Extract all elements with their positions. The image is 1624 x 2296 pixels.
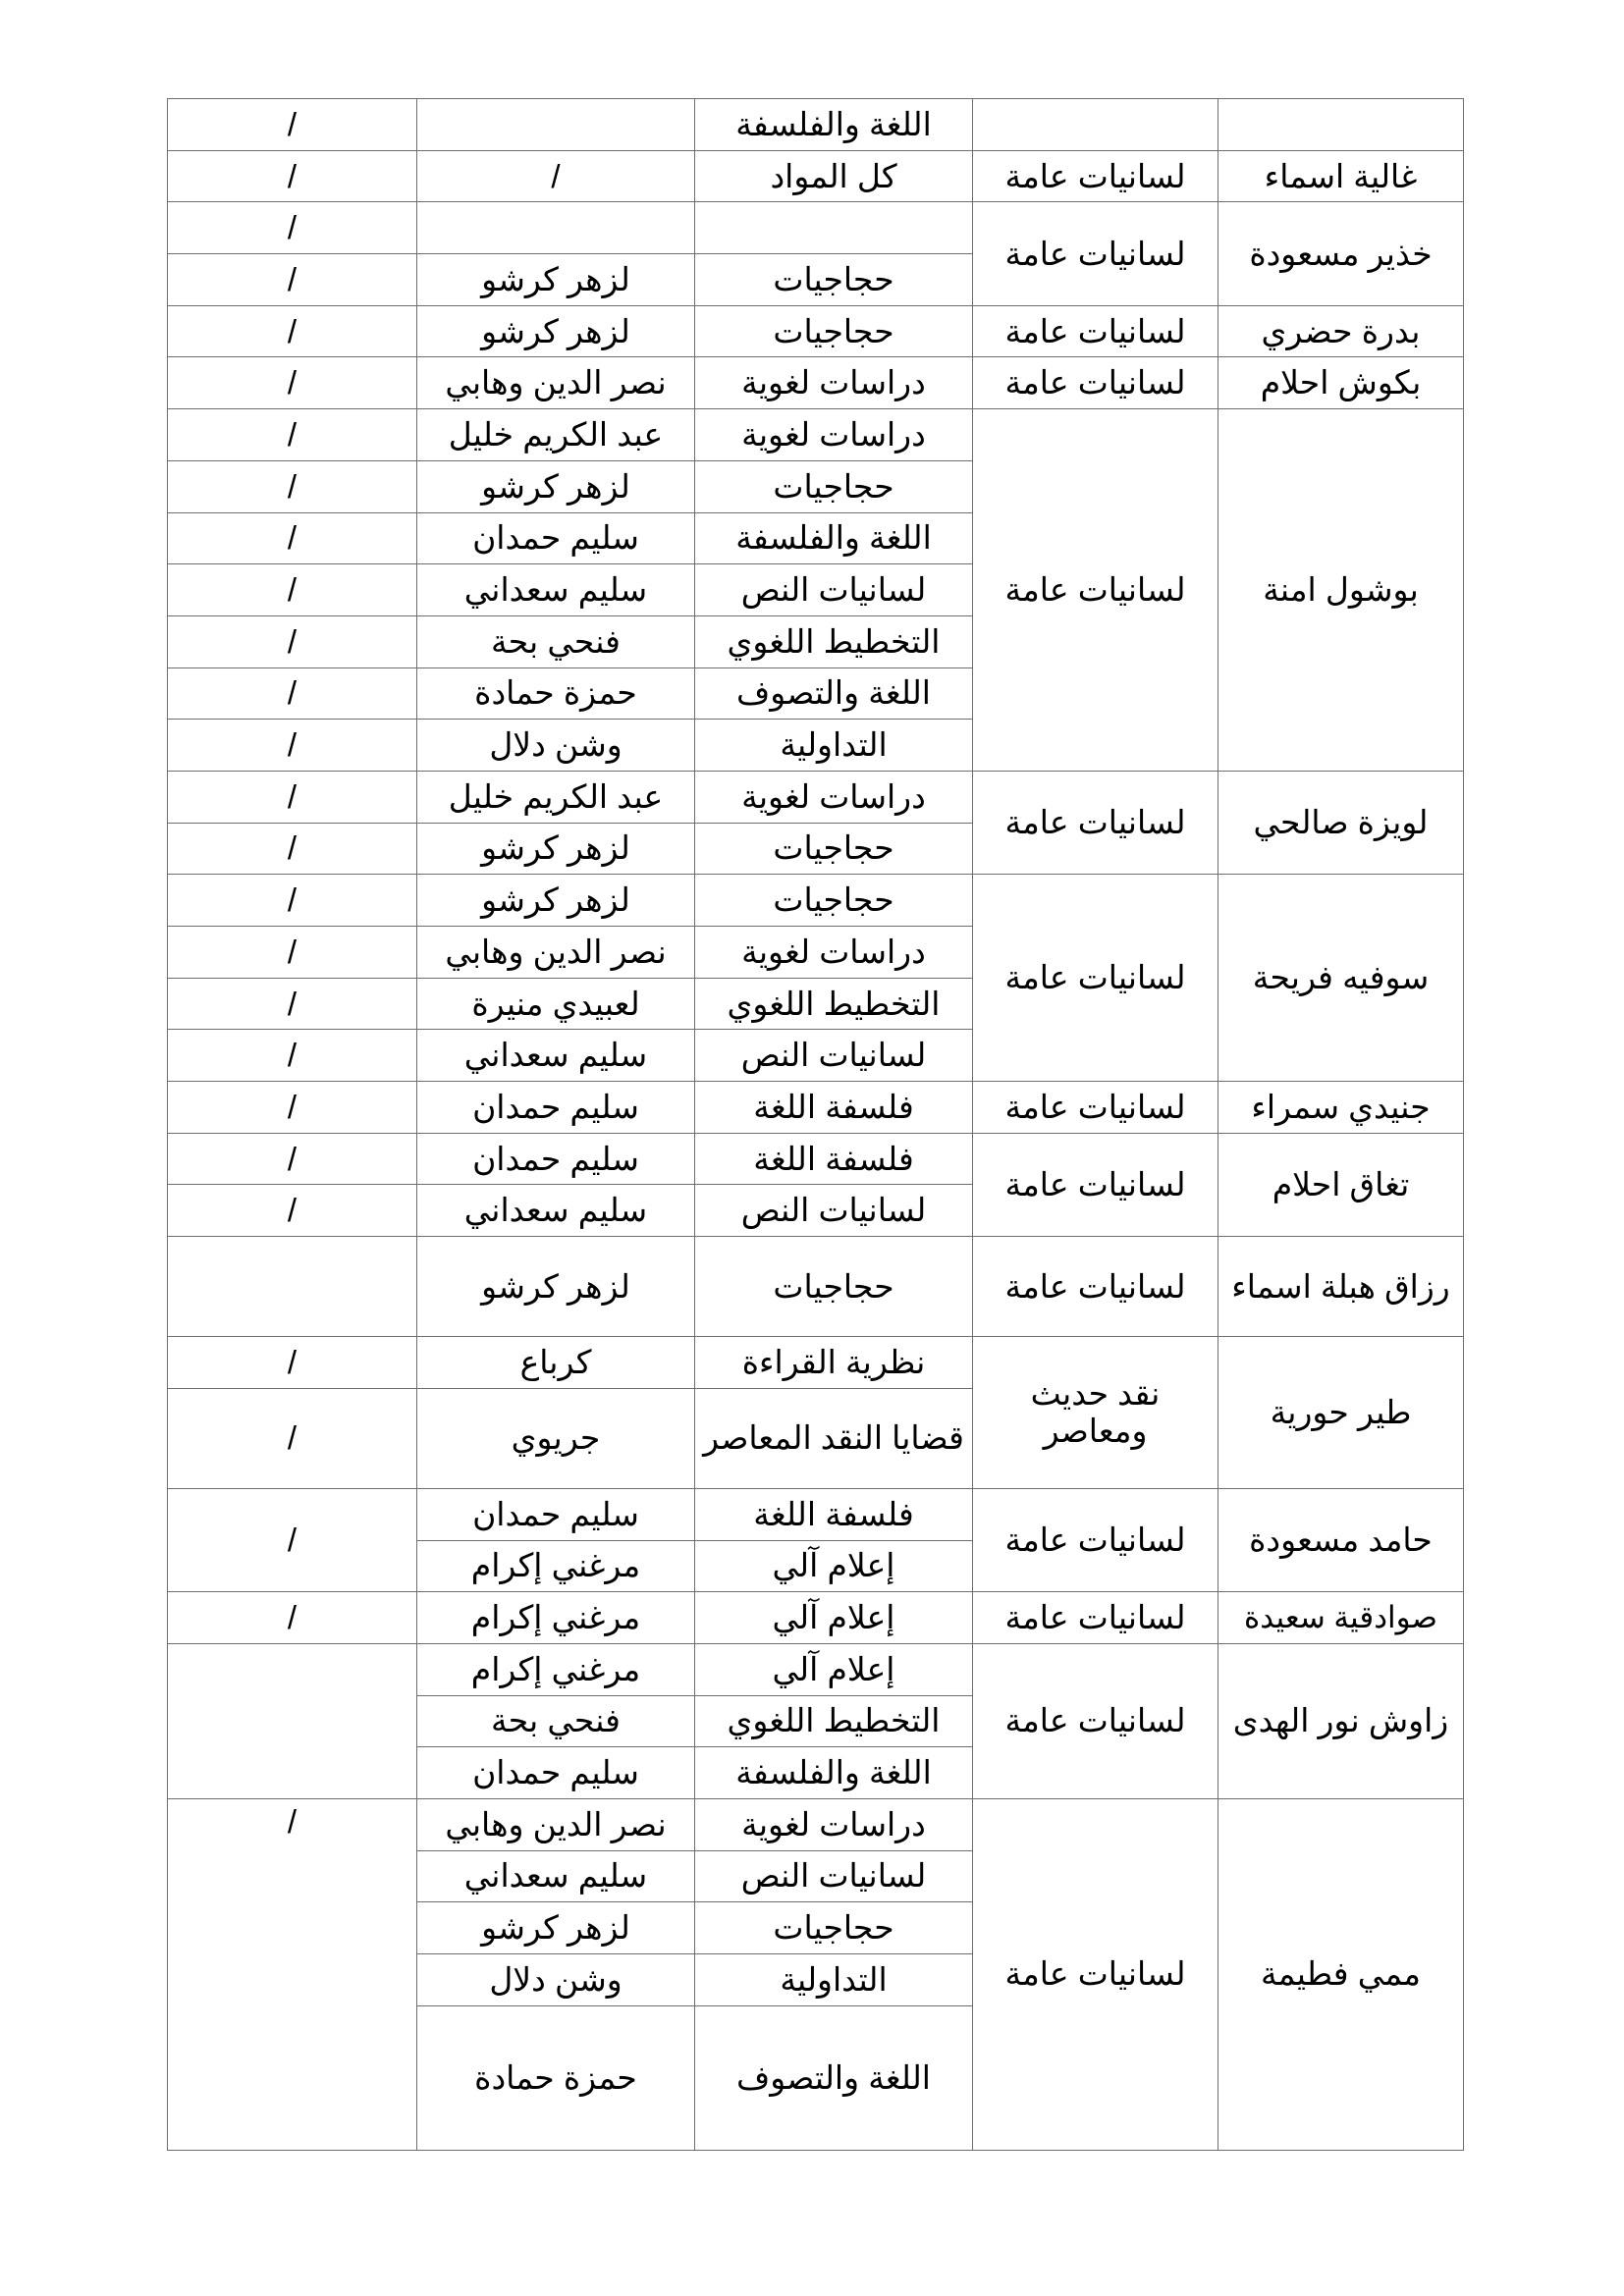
specialty-cell: لسانيات عامة <box>973 409 1218 772</box>
mark-cell: / <box>168 667 417 720</box>
mark-cell: / <box>168 1133 417 1185</box>
teacher-cell: لزهر كرشو <box>417 305 695 357</box>
student-name: جنيدي سمراء <box>1218 1082 1464 1134</box>
student-name: ممي فطيمة <box>1218 1798 1464 2150</box>
mark-cell: / <box>168 1337 417 1389</box>
subject-cell: إعلام آلي <box>695 1592 973 1644</box>
student-name: بدرة حضري <box>1218 305 1464 357</box>
teacher-cell: كرباع <box>417 1337 695 1389</box>
mark-cell: / <box>168 720 417 772</box>
mark-cell: / <box>168 512 417 564</box>
mark-cell: / <box>168 823 417 875</box>
table-row <box>168 305 1464 357</box>
mark-cell: / <box>168 771 417 823</box>
teacher-cell: / <box>417 150 695 202</box>
mark-cell: / <box>168 460 417 512</box>
student-name: تغاق احلام <box>1218 1133 1464 1236</box>
subject-cell: التداولية <box>695 720 973 772</box>
table-row <box>168 150 1464 202</box>
table-row <box>168 1592 1464 1644</box>
student-name: لويزة صالحي <box>1218 771 1464 874</box>
specialty-cell <box>973 99 1218 151</box>
specialty-cell: لسانيات عامة <box>973 1592 1218 1644</box>
subject-cell: نظرية القراءة <box>695 1337 973 1389</box>
subject-cell: فلسفة اللغة <box>695 1488 973 1540</box>
student-name: صوادقية سعيدة <box>1218 1592 1464 1644</box>
teacher-cell <box>417 202 695 254</box>
subject-cell: اللغة والفلسفة <box>695 512 973 564</box>
table-row <box>168 1643 1464 1695</box>
subject-cell: دراسات لغوية <box>695 771 973 823</box>
teacher-cell: سليم سعداني <box>417 1850 695 1902</box>
table-row <box>168 771 1464 823</box>
student-name: طير حورية <box>1218 1337 1464 1489</box>
mark-cell: / <box>168 875 417 927</box>
mark-cell: / <box>168 1185 417 1237</box>
teacher-cell: مرغني إكرام <box>417 1592 695 1644</box>
teacher-cell: فنحي بحة <box>417 1695 695 1747</box>
teacher-cell: وشن دلال <box>417 1954 695 2006</box>
student-name: خذير مسعودة <box>1218 202 1464 305</box>
teacher-cell: فنحي بحة <box>417 615 695 667</box>
table-row <box>168 1237 1464 1337</box>
mark-cell: / <box>168 254 417 306</box>
teacher-cell: نصر الدين وهابي <box>417 927 695 979</box>
students-table <box>167 98 1464 2151</box>
table-row <box>168 1082 1464 1134</box>
mark-cell <box>168 1643 417 1798</box>
teacher-cell: سليم سعداني <box>417 1030 695 1082</box>
specialty-cell: لسانيات عامة <box>973 1488 1218 1591</box>
mark-cell: / <box>168 1592 417 1644</box>
student-name: حامد مسعودة <box>1218 1488 1464 1591</box>
mark-cell: / <box>168 305 417 357</box>
subject-cell: حجاجيات <box>695 460 973 512</box>
specialty-cell: لسانيات عامة <box>973 202 1218 305</box>
teacher-cell: مرغني إكرام <box>417 1540 695 1592</box>
subject-cell: حجاجيات <box>695 1237 973 1337</box>
table-row <box>168 1337 1464 1389</box>
subject-cell: لسانيات النص <box>695 1850 973 1902</box>
mark-cell: / <box>168 409 417 461</box>
mark-cell: / <box>168 564 417 616</box>
subject-cell: قضايا النقد المعاصر <box>695 1388 973 1488</box>
teacher-cell <box>417 99 695 151</box>
mark-cell: / <box>168 150 417 202</box>
subject-cell: حجاجيات <box>695 1902 973 1954</box>
teacher-cell: لزهر كرشو <box>417 254 695 306</box>
subject-cell: إعلام آلي <box>695 1643 973 1695</box>
specialty-cell: لسانيات عامة <box>973 771 1218 874</box>
teacher-cell: عبد الكريم خليل <box>417 409 695 461</box>
mark-cell: / <box>168 357 417 409</box>
teacher-cell: حمزة حمادة <box>417 2005 695 2150</box>
table-row <box>168 875 1464 927</box>
mark-cell: / <box>168 99 417 151</box>
student-name <box>1218 99 1464 151</box>
teacher-cell: لعبيدي منيرة <box>417 978 695 1030</box>
mark-cell: / <box>168 1388 417 1488</box>
student-name: زاوش نور الهدى <box>1218 1643 1464 1798</box>
subject-cell: إعلام آلي <box>695 1540 973 1592</box>
table-row <box>168 202 1464 254</box>
teacher-cell: سليم حمدان <box>417 1082 695 1134</box>
teacher-cell: سليم سعداني <box>417 564 695 616</box>
mark-cell: / <box>168 978 417 1030</box>
subject-cell: التخطيط اللغوي <box>695 615 973 667</box>
student-name: بكوش احلام <box>1218 357 1464 409</box>
subject-cell: دراسات لغوية <box>695 357 973 409</box>
specialty-cell: لسانيات عامة <box>973 150 1218 202</box>
mark-cell: / <box>168 1082 417 1134</box>
teacher-cell: وشن دلال <box>417 720 695 772</box>
subject-cell: اللغة والفلسفة <box>695 1747 973 1799</box>
subject-cell: كل المواد <box>695 150 973 202</box>
table-row <box>168 1798 1464 1850</box>
mark-cell: / <box>168 615 417 667</box>
subject-cell: فلسفة اللغة <box>695 1133 973 1185</box>
table-row <box>168 1133 1464 1185</box>
teacher-cell: لزهر كرشو <box>417 1237 695 1337</box>
teacher-cell: سليم حمدان <box>417 512 695 564</box>
subject-cell: دراسات لغوية <box>695 409 973 461</box>
subject-cell: حجاجيات <box>695 305 973 357</box>
teacher-cell: نصر الدين وهابي <box>417 357 695 409</box>
student-name: رزاق هبلة اسماء <box>1218 1237 1464 1337</box>
specialty-cell: لسانيات عامة <box>973 1798 1218 2150</box>
subject-cell: اللغة والفلسفة <box>695 99 973 151</box>
mark-cell: / <box>168 927 417 979</box>
student-name: غالية اسماء <box>1218 150 1464 202</box>
teacher-cell: مرغني إكرام <box>417 1643 695 1695</box>
student-name: سوفيه فريحة <box>1218 875 1464 1082</box>
teacher-cell: لزهر كرشو <box>417 460 695 512</box>
specialty-cell: لسانيات عامة <box>973 1237 1218 1337</box>
subject-cell: دراسات لغوية <box>695 927 973 979</box>
subject-cell: اللغة والتصوف <box>695 2005 973 2150</box>
teacher-cell: سليم حمدان <box>417 1133 695 1185</box>
teacher-cell: نصر الدين وهابي <box>417 1798 695 1850</box>
table-row <box>168 1488 1464 1540</box>
subject-cell: التخطيط اللغوي <box>695 1695 973 1747</box>
mark-cell: / <box>168 202 417 254</box>
subject-cell: اللغة والتصوف <box>695 667 973 720</box>
subject-cell: لسانيات النص <box>695 1030 973 1082</box>
mark-cell: / <box>168 1488 417 1591</box>
teacher-cell: لزهر كرشو <box>417 823 695 875</box>
mark-cell: / <box>168 1798 417 2150</box>
teacher-cell: لزهر كرشو <box>417 1902 695 1954</box>
subject-cell <box>695 202 973 254</box>
specialty-cell: لسانيات عامة <box>973 1643 1218 1798</box>
subject-cell: التداولية <box>695 1954 973 2006</box>
teacher-cell: جريوي <box>417 1388 695 1488</box>
table-row <box>168 357 1464 409</box>
subject-cell: لسانيات النص <box>695 564 973 616</box>
teacher-cell: سليم سعداني <box>417 1185 695 1237</box>
specialty-cell: لسانيات عامة <box>973 1082 1218 1134</box>
table-row <box>168 99 1464 151</box>
subject-cell: التخطيط اللغوي <box>695 978 973 1030</box>
specialty-cell: لسانيات عامة <box>973 875 1218 1082</box>
teacher-cell: حمزة حمادة <box>417 667 695 720</box>
mark-cell <box>168 1237 417 1337</box>
subject-cell: حجاجيات <box>695 823 973 875</box>
subject-cell: فلسفة اللغة <box>695 1082 973 1134</box>
subject-cell: لسانيات النص <box>695 1185 973 1237</box>
subject-cell: حجاجيات <box>695 254 973 306</box>
specialty-cell: نقد حديث ومعاصر <box>973 1337 1218 1489</box>
teacher-cell: سليم حمدان <box>417 1488 695 1540</box>
student-name: بوشول امنة <box>1218 409 1464 772</box>
mark-cell: / <box>168 1030 417 1082</box>
subject-cell: حجاجيات <box>695 875 973 927</box>
specialty-cell: لسانيات عامة <box>973 305 1218 357</box>
specialty-cell: لسانيات عامة <box>973 357 1218 409</box>
subject-cell: دراسات لغوية <box>695 1798 973 1850</box>
table-row <box>168 409 1464 461</box>
teacher-cell: سليم حمدان <box>417 1747 695 1799</box>
specialty-cell: لسانيات عامة <box>973 1133 1218 1236</box>
teacher-cell: عبد الكريم خليل <box>417 771 695 823</box>
teacher-cell: لزهر كرشو <box>417 875 695 927</box>
